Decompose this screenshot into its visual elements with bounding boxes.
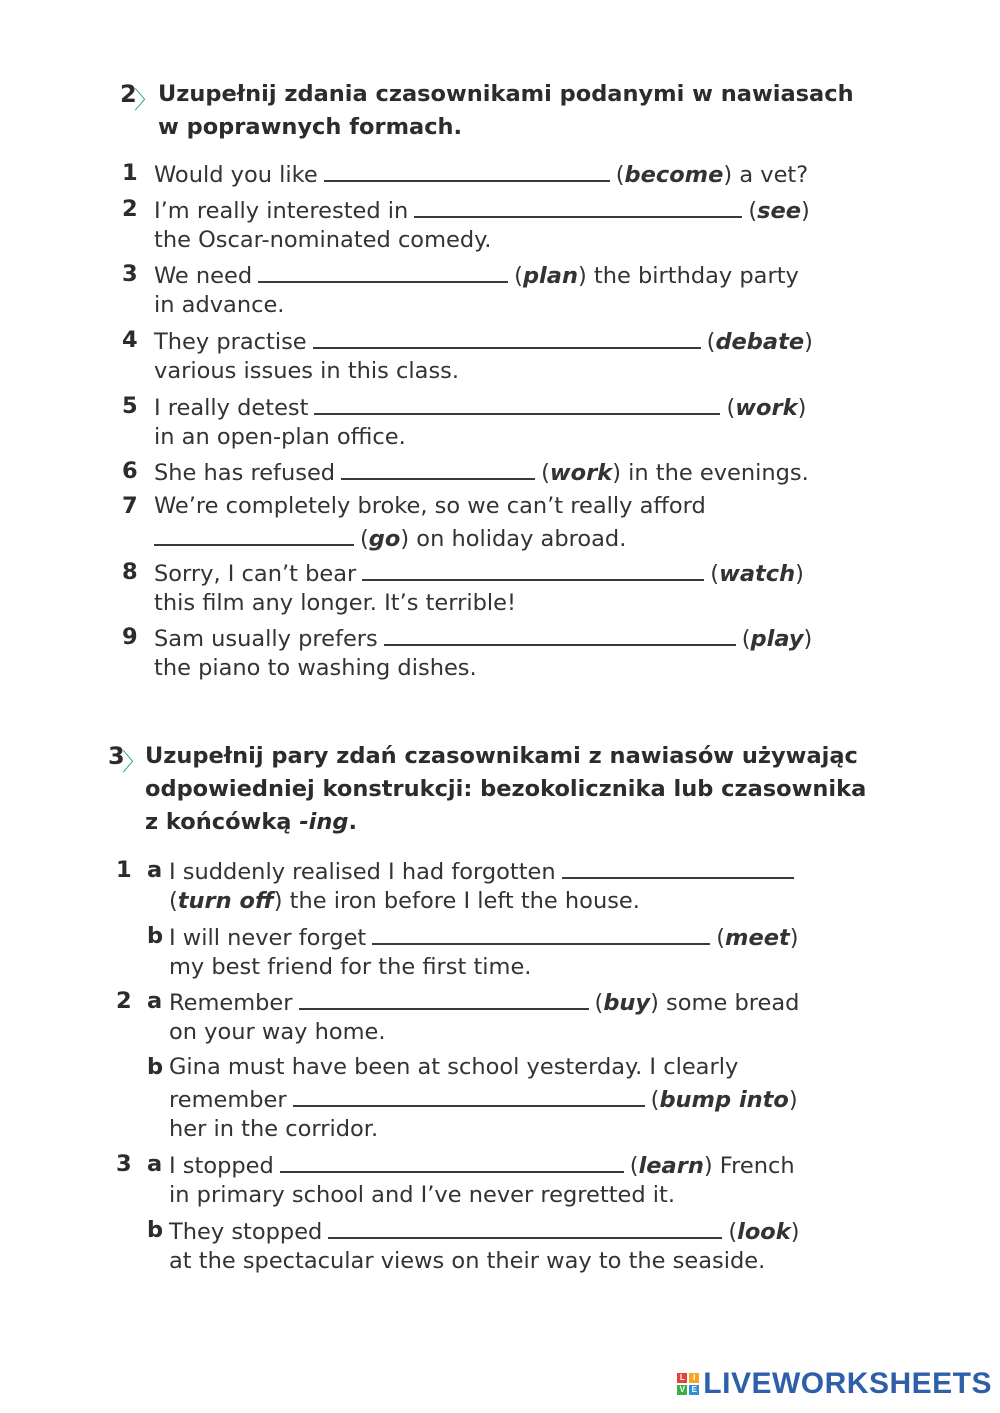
item-number: 3	[122, 261, 138, 287]
verb-hint: bump into	[659, 1087, 789, 1113]
exercise-3-item-2a	[169, 986, 799, 1019]
exercise-3-item-3b	[169, 1215, 799, 1248]
item-text: on holiday abroad.	[416, 526, 627, 552]
item-number: 1	[116, 857, 132, 883]
paren: (	[716, 925, 726, 951]
answer-blank[interactable]	[293, 1083, 645, 1107]
paren: )	[804, 329, 813, 355]
item-number: 7	[122, 493, 138, 519]
exercise-2-chevron-icon: 〉	[134, 86, 158, 114]
liveworksheets-logo	[677, 1367, 992, 1401]
answer-blank[interactable]	[314, 391, 720, 415]
verb-hint: look	[737, 1219, 791, 1245]
item-number: 3	[116, 1151, 132, 1177]
verb-hint: see	[757, 198, 802, 224]
item-continuation: my best friend for the first time.	[169, 954, 532, 980]
logo-block: V	[677, 1385, 687, 1395]
item-text: remember	[169, 1087, 287, 1113]
exercise-2-number: 2	[120, 80, 137, 108]
exercise-2-heading-line1: Uzupełnij zdania czasownikami podanymi w nawiasach	[158, 81, 854, 107]
item-text: some bread	[666, 990, 800, 1016]
answer-blank[interactable]	[414, 194, 742, 218]
paren: (	[706, 329, 716, 355]
answer-blank[interactable]	[384, 622, 736, 646]
answer-blank[interactable]	[341, 456, 535, 480]
answer-blank[interactable]	[299, 986, 589, 1010]
verb-hint: play	[750, 626, 804, 652]
verb-hint: go	[368, 526, 401, 552]
verb-hint: debate	[715, 329, 805, 355]
paren: (	[615, 162, 625, 188]
exercise-3-number: 3	[108, 742, 125, 770]
item-text: We need	[154, 263, 253, 289]
exercise-3-item-1a	[169, 855, 800, 888]
item-continuation	[169, 886, 640, 917]
sub-label-a: a	[147, 988, 163, 1014]
item-continuation: on your way home.	[169, 1019, 386, 1045]
answer-blank[interactable]	[328, 1215, 722, 1239]
exercise-3-item-1b	[169, 921, 799, 954]
exercise-3-item-3a	[169, 1149, 795, 1182]
answer-blank[interactable]	[258, 259, 508, 283]
item-text: Sorry, I can’t bear	[154, 561, 357, 587]
item-text: They practise	[154, 329, 307, 355]
exercise-2-item-8	[154, 557, 804, 590]
item-continuation: in advance.	[154, 292, 285, 318]
exercise-3-chevron-icon: 〉	[122, 748, 146, 776]
answer-blank[interactable]	[324, 158, 610, 182]
exercise-2-item-4	[154, 325, 813, 358]
paren: (	[710, 561, 720, 587]
heading-text: .	[348, 809, 358, 835]
exercise-2-item-3	[154, 259, 799, 292]
item-continuation: her in the corridor.	[169, 1116, 379, 1142]
logo-blocks-icon	[677, 1373, 699, 1395]
item-text: Remember	[169, 990, 293, 1016]
exercise-2-item-7: We’re completely broke, so we can’t really afford	[154, 493, 706, 519]
exercise-2-item-1	[154, 158, 808, 191]
paren: (	[726, 395, 736, 421]
item-number: 2	[116, 988, 132, 1014]
sub-label-a: a	[147, 857, 163, 883]
paren: )	[612, 460, 621, 486]
item-continuation: the Oscar-nominated comedy.	[154, 227, 492, 253]
verb-hint: work	[735, 395, 798, 421]
item-text: They stopped	[169, 1219, 323, 1245]
paren: )	[801, 198, 810, 224]
paren: )	[703, 1153, 713, 1179]
paren: )	[789, 925, 799, 951]
exercise-2-heading-line2: w poprawnych formach.	[158, 114, 463, 140]
sub-label-b: b	[147, 923, 164, 949]
item-number: 1	[122, 160, 138, 186]
item-number: 8	[122, 559, 138, 585]
item-text: French	[719, 1153, 795, 1179]
logo-block: I	[689, 1373, 699, 1383]
answer-blank[interactable]	[372, 921, 710, 945]
answer-blank[interactable]	[562, 855, 794, 879]
answer-blank[interactable]	[280, 1149, 624, 1173]
verb-hint: work	[549, 460, 613, 486]
logo-block: E	[689, 1385, 699, 1395]
item-text: I really detest	[154, 395, 309, 421]
exercise-3-heading-line2: odpowiedniej konstrukcji: bezokolicznika lub czasownika	[145, 776, 867, 802]
item-text: in the evenings.	[628, 460, 809, 486]
heading-text: z końcówką	[145, 809, 292, 835]
sub-label-b: b	[147, 1054, 164, 1080]
paren: (	[748, 198, 758, 224]
item-text: I stopped	[169, 1153, 274, 1179]
sub-label-b: b	[147, 1217, 164, 1243]
answer-blank[interactable]	[154, 522, 354, 546]
item-text: Would you like	[154, 162, 318, 188]
item-number: 6	[122, 458, 138, 484]
paren: )	[788, 1087, 798, 1113]
item-text: a vet?	[739, 162, 809, 188]
exercise-3-item-2b: Gina must have been at school yesterday. I clearly	[169, 1054, 739, 1080]
item-number: 2	[122, 196, 138, 222]
exercise-2-item-5	[154, 391, 806, 424]
exercise-2-item-9	[154, 622, 812, 655]
item-number: 9	[122, 624, 138, 650]
item-text: the birthday party	[593, 263, 799, 289]
verb-hint: meet	[725, 925, 790, 951]
item-continuation: at the spectacular views on their way to the seaside.	[169, 1248, 766, 1274]
item-continuation: the piano to washing dishes.	[154, 655, 477, 681]
item-continuation	[169, 1083, 798, 1116]
exercise-3-heading-line3	[145, 806, 866, 839]
paren: )	[803, 626, 813, 652]
item-text: She has refused	[154, 460, 336, 486]
heading-ing: -ing	[299, 809, 349, 835]
answer-blank[interactable]	[362, 557, 704, 581]
logo-block: L	[677, 1373, 687, 1383]
paren: (	[360, 526, 369, 552]
item-text: I suddenly realised I had forgotten	[169, 859, 556, 885]
exercise-2-item-6	[154, 456, 809, 489]
item-number: 5	[122, 393, 138, 419]
item-number: 4	[122, 327, 138, 353]
verb-hint: plan	[522, 263, 578, 289]
verb-hint: buy	[603, 990, 651, 1016]
item-continuation: this film any longer. It’s terrible!	[154, 590, 517, 616]
paren: )	[273, 888, 283, 914]
item-text: the iron before I left the house.	[289, 888, 640, 914]
item-text: I will never forget	[169, 925, 367, 951]
item-text: Sam usually prefers	[154, 626, 378, 652]
logo-text: LIVEWORKSHEETS	[703, 1367, 992, 1400]
paren: (	[594, 990, 604, 1016]
paren: (	[629, 1153, 639, 1179]
verb-hint: become	[624, 162, 724, 188]
exercise-2-item-2	[154, 194, 810, 227]
exercise-2-heading	[158, 78, 854, 144]
verb-hint: turn off	[177, 888, 274, 914]
sub-label-a: a	[147, 1151, 163, 1177]
paren: (	[741, 626, 751, 652]
paren: (	[728, 1219, 738, 1245]
paren: )	[400, 526, 410, 552]
item-text: I’m really interested in	[154, 198, 409, 224]
exercise-3-heading	[145, 740, 866, 839]
answer-blank[interactable]	[313, 325, 701, 349]
paren: )	[577, 263, 587, 289]
exercise-3-heading-line1: Uzupełnij pary zdań czasownikami z nawiasów używając	[145, 743, 858, 769]
paren: (	[541, 460, 550, 486]
item-continuation: in an open-plan office.	[154, 424, 406, 450]
paren: )	[723, 162, 733, 188]
paren: )	[795, 561, 804, 587]
verb-hint: watch	[719, 561, 796, 587]
paren: )	[797, 395, 807, 421]
paren: (	[169, 888, 178, 914]
item-continuation: in primary school and I’ve never regretted it.	[169, 1182, 676, 1208]
paren: (	[650, 1087, 660, 1113]
paren: )	[790, 1219, 800, 1245]
verb-hint: learn	[638, 1153, 704, 1179]
item-continuation: various issues in this class.	[154, 358, 460, 384]
paren: )	[650, 990, 659, 1016]
paren: (	[514, 263, 523, 289]
item-continuation	[148, 522, 626, 555]
